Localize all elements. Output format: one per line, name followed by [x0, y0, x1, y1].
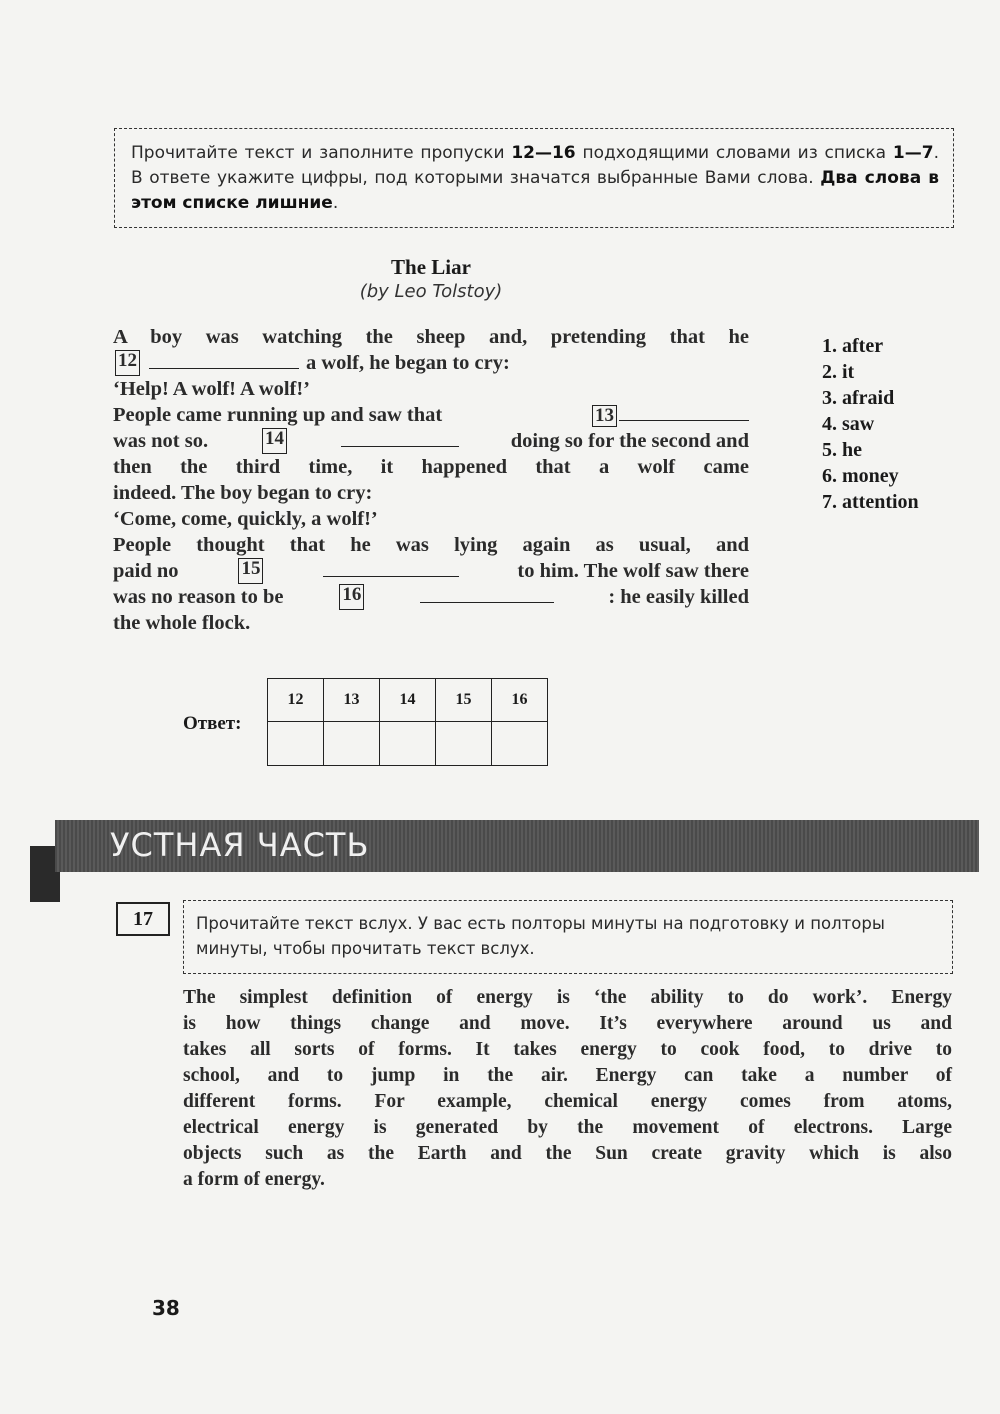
story-line-1-text: A boy was watching the sheep and, pretending that he — [113, 326, 749, 348]
story-line-1 — [113, 324, 749, 350]
gap-range: 12—16 — [511, 143, 576, 163]
gap-13-blank[interactable] — [619, 402, 749, 421]
story-line-5-text-a: was not so. — [113, 430, 209, 452]
energy-line: electrical energy is generated by the movement of electrons. Large — [183, 1117, 952, 1138]
instruction-text-3: . В ответе укажите цифры, под которыми значатся выбранные Вами слова. — [131, 143, 939, 188]
story-line-3 — [113, 376, 749, 402]
energy-reading-text — [183, 985, 952, 1193]
instruction-end: . — [332, 193, 339, 213]
word-option: 3. afraid — [822, 387, 895, 409]
word-option: 7. attention — [822, 491, 919, 513]
list-range: 1—7 — [892, 143, 934, 163]
word-option: 2. it — [822, 361, 855, 383]
story-line-2-text: a wolf, he began to cry: — [306, 352, 510, 374]
gap-15-number: 15 — [238, 558, 263, 584]
answer-column-header: 16 — [492, 679, 548, 722]
energy-line: The simplest definition of energy is ‘the ability to do work’. Energy — [183, 987, 952, 1008]
gap-14-blank[interactable] — [341, 428, 459, 447]
story-line-7 — [113, 480, 749, 506]
story-line-3-text: ‘Help! A wolf! A wolf!’ — [113, 378, 311, 400]
answer-cell-12[interactable] — [268, 722, 324, 766]
answer-cell-16[interactable] — [492, 722, 548, 766]
word-option: 1. after — [822, 335, 884, 357]
answer-table — [267, 678, 548, 766]
energy-line: objects such as the Earth and the Sun create gravity which is also — [183, 1143, 952, 1164]
gap-12-number: 12 — [115, 350, 140, 376]
story-line-6 — [113, 454, 749, 480]
story-line-12 — [113, 610, 749, 636]
story-line-10-text-b: to him. The wolf saw there — [517, 560, 749, 582]
story-line-5 — [113, 428, 749, 454]
gap-16-blank[interactable] — [420, 584, 554, 603]
answer-cell-14[interactable] — [380, 722, 436, 766]
story-title: The Liar — [391, 255, 471, 279]
section-title: УСТНАЯ ЧАСТЬ — [110, 826, 370, 864]
gap-16-number: 16 — [339, 584, 364, 610]
instruction-text-1: Прочитайте текст и заполните пропуски — [131, 143, 512, 163]
energy-line: different forms. For example, chemical energy comes from atoms, — [183, 1091, 952, 1112]
energy-line: a form of energy. — [183, 1169, 325, 1190]
energy-line: is how things change and move. It’s everywhere around us and — [183, 1013, 952, 1034]
story-subtitle: (by Leo Tolstoy) — [359, 281, 503, 302]
gap-12-blank[interactable] — [149, 350, 299, 369]
story-line-6-text: then the third time, it happened that a wolf came — [113, 456, 749, 478]
answer-cell-15[interactable] — [436, 722, 492, 766]
energy-line: school, and to jump in the air. Energy can take a number of — [183, 1065, 952, 1086]
story-line-11 — [113, 584, 749, 610]
story-line-12-text: the whole flock. — [113, 612, 251, 634]
page-number: 38 — [152, 1296, 180, 1320]
gap-14-number: 14 — [262, 428, 287, 454]
instruction-text-2: подходящими словами из списка — [575, 143, 893, 163]
story-line-5-text-b: doing so for the second and — [510, 430, 749, 452]
story-line-11-text-b: : he easily killed — [608, 586, 749, 608]
word-option: 5. he — [822, 439, 862, 461]
answer-column-header: 15 — [436, 679, 492, 722]
story-line-10-text-a: paid no — [113, 560, 179, 582]
answer-column-header: 14 — [380, 679, 436, 722]
energy-line: takes all sorts of forms. It takes energy to cook food, to drive to — [183, 1039, 952, 1060]
story-line-10 — [113, 558, 749, 584]
answer-cell-13[interactable] — [324, 722, 380, 766]
story-line-8 — [113, 506, 749, 532]
word-option: 4. saw — [822, 413, 875, 435]
answer-input-row — [268, 722, 548, 766]
gap-15-blank[interactable] — [323, 558, 459, 577]
story-line-8-text: ‘Come, come, quickly, a wolf!’ — [113, 508, 378, 530]
task17-instruction: Прочитайте текст вслух. У вас есть полторы минуты на подготовку и полторы минуты, чтобы прочитать текст вслух. — [183, 900, 953, 974]
story-line-4 — [113, 402, 749, 428]
story-line-4-text: People came running up and saw that — [113, 404, 443, 426]
instruction-bold-note: Два слова в этом списке лишние — [131, 168, 940, 213]
story-text — [113, 324, 749, 636]
gap-13-number: 13 — [592, 405, 617, 427]
story-line-7-text: indeed. The boy began to cry: — [113, 482, 373, 504]
instruction-box — [114, 128, 954, 228]
word-list — [822, 333, 919, 515]
answer-column-header: 12 — [268, 679, 324, 722]
story-line-2 — [113, 350, 749, 376]
word-option: 6. money — [822, 465, 899, 487]
story-line-9 — [113, 532, 749, 558]
task-number-17: 17 — [116, 902, 170, 936]
story-line-11-text-a: was no reason to be — [113, 586, 284, 608]
answer-column-header: 13 — [324, 679, 380, 722]
answer-label: Ответ: — [183, 713, 242, 734]
answer-header-row — [268, 679, 548, 722]
story-line-9-text: People thought that he was lying again as usual, and — [113, 534, 749, 556]
